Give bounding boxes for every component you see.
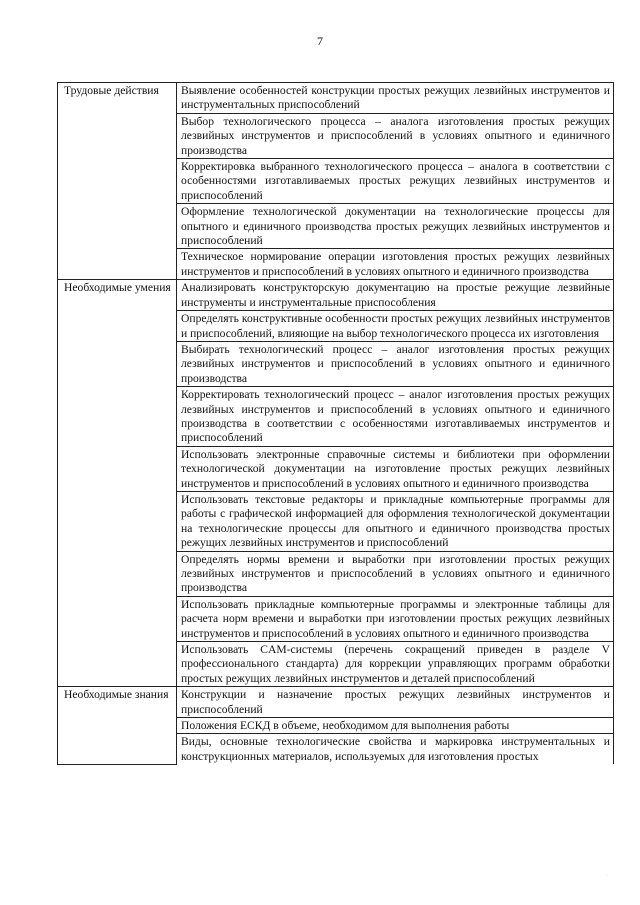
table-row	[58, 687, 614, 718]
requirement-item: Оформление технологической документации на технологические процессы для опытного и единичного производства простых режущих лезвийных инструментов и приспособлений	[177, 204, 614, 249]
requirement-item: Анализировать конструкторскую документацию на простые режущие лезвийные инструменты и инструментальные приспособления	[177, 280, 614, 311]
table-row	[58, 280, 614, 311]
requirement-item: Определять конструктивные особенности простых режущих лезвийных инструментов и приспособлений, влияющие на выбор технологического процесса их изготовления	[177, 311, 614, 342]
corner-mark: ·	[606, 873, 608, 879]
section-label: Трудовые действия	[58, 83, 177, 280]
requirement-item: Использовать прикладные компьютерные программы и электронные таблицы для расчета норм времени и выработки при изготовлении простых режущих лезвийных инструментов и приспособлений в условиях опытного и единичного производства	[177, 596, 614, 641]
requirement-item: Использовать CAM-системы (перечень сокращений приведен в разделе V профессионального стандарта) для коррекции управляющих программ обработки простых режущих лезвийных инструментов и деталей приспособлений	[177, 642, 614, 687]
table-row	[58, 83, 614, 114]
requirement-item: Выявление особенностей конструкции простых режущих лезвийных инструментов и инструментальных приспособлений	[177, 83, 614, 114]
requirement-item: Использовать текстовые редакторы и прикладные компьютерные программы для работы с графической информацией для оформления технологической документации на технологические процессы для опытного и единичного производства простых режущих лезвийных инструментов и приспособлений	[177, 491, 614, 551]
requirement-item: Выбор технологического процесса – аналога изготовления простых режущих лезвийных инструментов и приспособлений в условиях опытного и единичного производства	[177, 113, 614, 158]
section-label: Необходимые умения	[58, 280, 177, 687]
section-label: Необходимые знания	[58, 687, 177, 765]
specification-table	[57, 82, 614, 765]
page-number: 7	[317, 34, 323, 48]
requirement-item: Использовать электронные справочные системы и библиотеки при оформлении технологической документации на изготовление простых режущих лезвийных инструментов и приспособлений в условиях опытного и единичного производства	[177, 446, 614, 491]
requirement-item: Техническое нормирование операции изготовления простых режущих лезвийных инструментов и приспособлений в условиях опытного и единичного производства	[177, 249, 614, 280]
requirement-item: Определять нормы времени и выработки при изготовлении простых режущих лезвийных инструментов и приспособлений в условиях опытного и единичного производства	[177, 551, 614, 596]
requirement-item: Конструкции и назначение простых режущих лезвийных инструментов и приспособлений	[177, 687, 614, 718]
requirement-item: Положения ЕСКД в объеме, необходимом для выполнения работы	[177, 718, 614, 734]
requirement-item: Корректировка выбранного технологического процесса – аналога в соответствии с особенностями изготавливаемых простых режущих лезвийных инструментов и приспособлений	[177, 159, 614, 204]
requirement-item: Виды, основные технологические свойства и маркировка инструментальных и конструкционных материалов, используемых для изготовления простых	[177, 734, 614, 764]
requirement-item: Выбирать технологический процесс – аналог изготовления простых режущих лезвийных инструментов и приспособлений в условиях опытного и единичного производства	[177, 341, 614, 386]
requirement-item: Корректировать технологический процесс – аналог изготовления простых режущих лезвийных инструментов и приспособлений в условиях опытного и единичного производства в соответствии с особенностями изготавливаемых инструментов и приспособлений	[177, 387, 614, 447]
